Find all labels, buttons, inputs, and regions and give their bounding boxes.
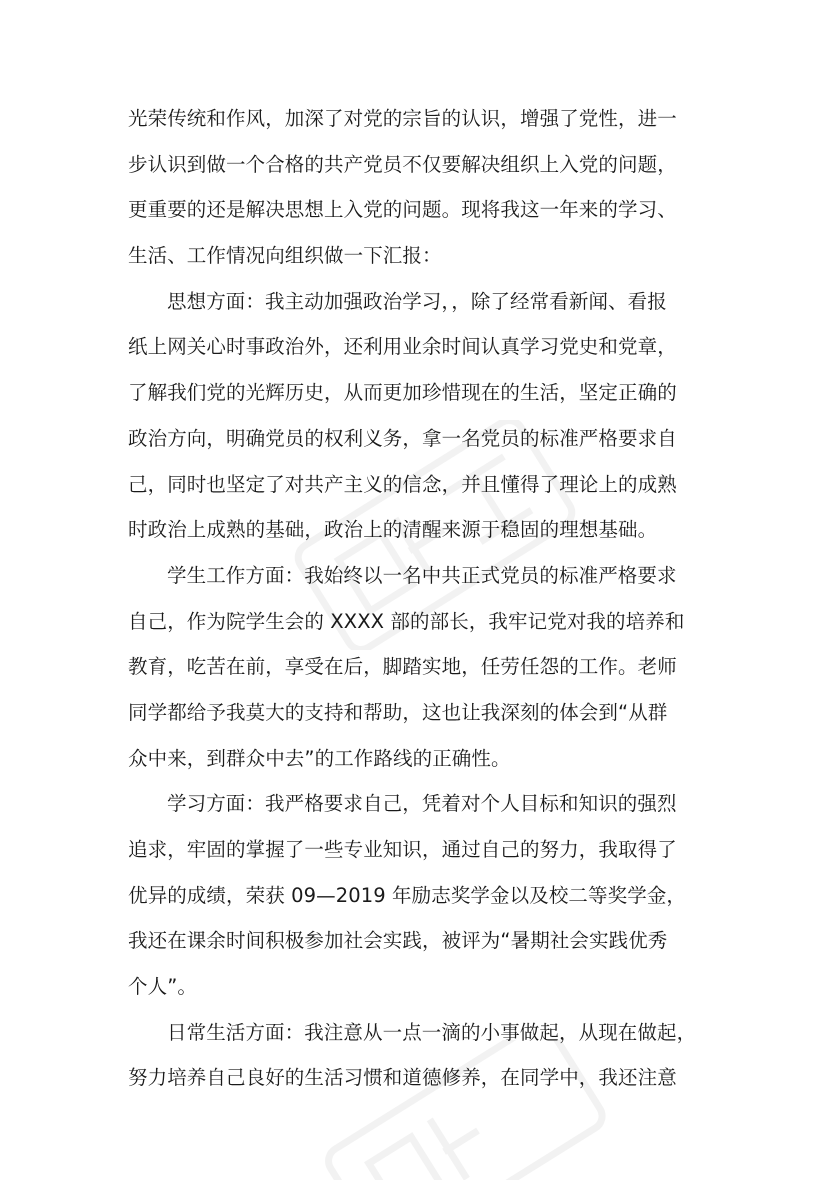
text-line: 教育，吃苦在前，享受在后，脚踏实地，任劳任怨的工作。老师 [128, 655, 677, 679]
text-line: 个人”。 [128, 975, 198, 999]
text-line: 己，同时也坚定了对共产主义的信念，并且懂得了理论上的成熟 [128, 472, 677, 496]
text-line: 日常生活方面：我注意从一点一滴的小事做起，从现在做起， [167, 1020, 697, 1044]
text-line: 更重要的还是解决思想上入党的问题。现将我这一年来的学习、 [128, 198, 677, 222]
text-line: 众中来，到群众中去”的工作路线的正确性。 [128, 746, 511, 770]
text-line: 政治方向，明确党员的权利义务，拿一名党员的标准严格要求自 [128, 426, 677, 450]
text-line: 思想方面：我主动加强政治学习，，除了经常看新闻、看报 [167, 289, 667, 313]
text-line: 努力培养自己良好的生活习惯和道德修养，在同学中，我还注意 [128, 1066, 677, 1090]
text-line: 自己，作为院学生会的 XXXX 部的部长，我牢记党对我的培养和 [128, 609, 685, 633]
report-body [128, 96, 704, 1101]
text-line: 纸上网关心时事政治外，还利用业余时间认真学习党史和党章， [128, 335, 677, 359]
text-line: 优异的成绩，荣获 09—2019 年励志奖学金以及校二等奖学金， [128, 883, 687, 907]
text-line: 学习方面：我严格要求自己，凭着对个人目标和知识的强烈 [167, 792, 677, 816]
text-line: 了解我们党的光辉历史，从而更加珍惜现在的生活，坚定正确的 [128, 381, 677, 405]
text-line: 光荣传统和作风，加深了对党的宗旨的认识，增强了党性，进一 [128, 107, 677, 130]
text-line: 同学都给予我莫大的支持和帮助，这也让我深刻的体会到“从群 [128, 700, 668, 724]
text-line: 时政治上成熟的基础，政治上的清醒来源于稳固的理想基础。 [128, 518, 658, 542]
text-line: 追求，牢固的掌握了一些专业知识，通过自己的努力，我取得了 [128, 838, 677, 861]
text-line: 步认识到做一个合格的共产党员不仅要解决组织上入党的问题， [128, 152, 677, 176]
text-line: 生活、工作情况向组织做一下汇报： [128, 244, 442, 268]
text-line: 学生工作方面：我始终以一名中共正式党员的标准严格要求 [167, 563, 677, 587]
text-line: 我还在课余时间积极参加社会实践，被评为“暑期社会实践优秀 [128, 929, 668, 953]
